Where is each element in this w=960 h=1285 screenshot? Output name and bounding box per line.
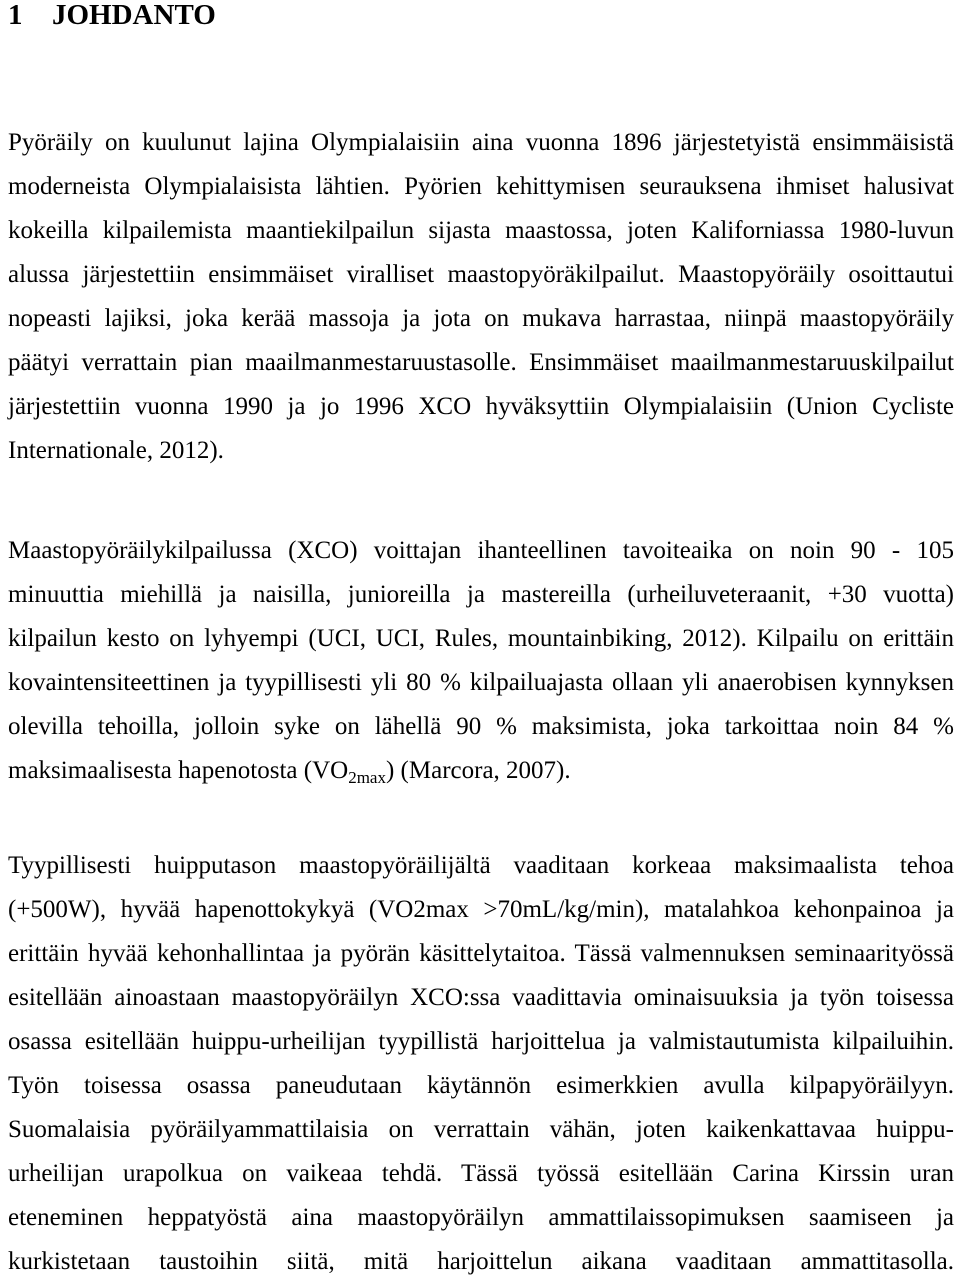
text-line: kurkistetaan taustoihin siitä, mitä harjoittelun aikana vaaditaan ammattitasolla. [8,1248,954,1275]
text-line: Tyypillisesti huipputason maastopyöräilijältä vaaditaan korkeaa maksimaalista tehoa [8,852,954,879]
text-line: järjestettiin vuonna 1990 ja jo 1996 XCO hyväksyttiin Olympialaisiin (Union Cycliste [8,393,954,420]
text-line: kilpailun kesto on lyhyempi (UCI, UCI, Rules, mountainbiking, 2012). Kilpailu on erittäin [8,625,954,652]
text-line: (+500W), hyvää hapenottokykyä (VO2max >70mL/kg/min), matalahkoa kehonpainoa ja [8,896,954,923]
section-heading [8,0,216,30]
text-line: nopeasti lajiksi, joka kerää massoja ja jota on mukava harrastaa, niinpä maastopyöräily [8,305,954,332]
text-line: Työn toisessa osassa paneudutaan käytännön esimerkkien avulla kilpapyöräilyyn. [8,1072,954,1099]
text-line: olevilla tehoilla, jolloin syke on lähellä 90 % maksimista, joka tarkoittaa noin 84 % [8,713,954,740]
text-line: erittäin hyvää kehonhallintaa ja pyörän käsittelytaitoa. Tässä valmennuksen seminaarityössä [8,940,954,967]
text-segment: ) (Marcora, 2007). [385,757,571,784]
text-line: päätyi verrattain pian maailmanmestaruustasolle. Ensimmäiset maailmanmestaruuskilpailut [8,349,954,376]
section-number: 1 [8,0,23,31]
text-line: moderneista Olympialaisista lähtien. Pyörien kehittymisen seurauksena ihmiset halusivat [8,173,954,200]
section-title: JOHDANTO [52,0,216,31]
text-line: urheilijan urapolkua on vaikeaa tehdä. Tässä työssä esitellään Carina Kirssin uran [8,1160,954,1187]
text-segment: maksimaalisesta hapenotosta (VO [8,757,349,784]
subscript-text: 2max [348,767,386,787]
text-line: esitellään ainoastaan maastopyöräilyn XCO:ssa vaadittavia ominaisuuksia ja työn toisessa [8,984,954,1011]
text-line: Pyöräily on kuulunut lajina Olympialaisiin aina vuonna 1896 järjestetyistä ensimmäisistä [8,129,954,156]
text-line: kovaintensiteettinen ja tyypillisesti yli 80 % kilpailuajasta ollaan yli anaerobisen kynnyksen [8,669,954,696]
text-line: Suomalaisia pyöräilyammattilaisia on verrattain vähän, joten kaikenkattavaa huippu- [8,1116,954,1143]
text-line: alussa järjestettiin ensimmäiset viralliset maastopyöräkilpailut. Maastopyöräily osoittautui [8,261,954,288]
paragraph-1 [8,121,954,473]
text-line: Maastopyöräilykilpailussa (XCO) voittajan ihanteellinen tavoiteaika on noin 90 - 105 [8,537,954,564]
text-line: kokeilla kilpailemista maantiekilpailun sijasta maastossa, joten Kaliforniassa 1980-luvun [8,217,954,244]
paragraph-3 [8,844,954,1284]
text-line: eteneminen heppatyöstä aina maastopyöräilyn ammattilaissopimuksen saamiseen ja [8,1204,954,1231]
text-line: minuuttia miehillä ja naisilla, junioreilla ja mastereilla (urheiluveteraanit, +30 vuotta) [8,581,954,608]
text-line: Internationale, 2012). [8,437,224,464]
paragraph-2 [8,529,954,793]
text-line: osassa esitellään huippu-urheilijan tyypillistä harjoittelua ja valmistautumista kilpailuihin. [8,1028,954,1055]
text-line [8,749,954,793]
